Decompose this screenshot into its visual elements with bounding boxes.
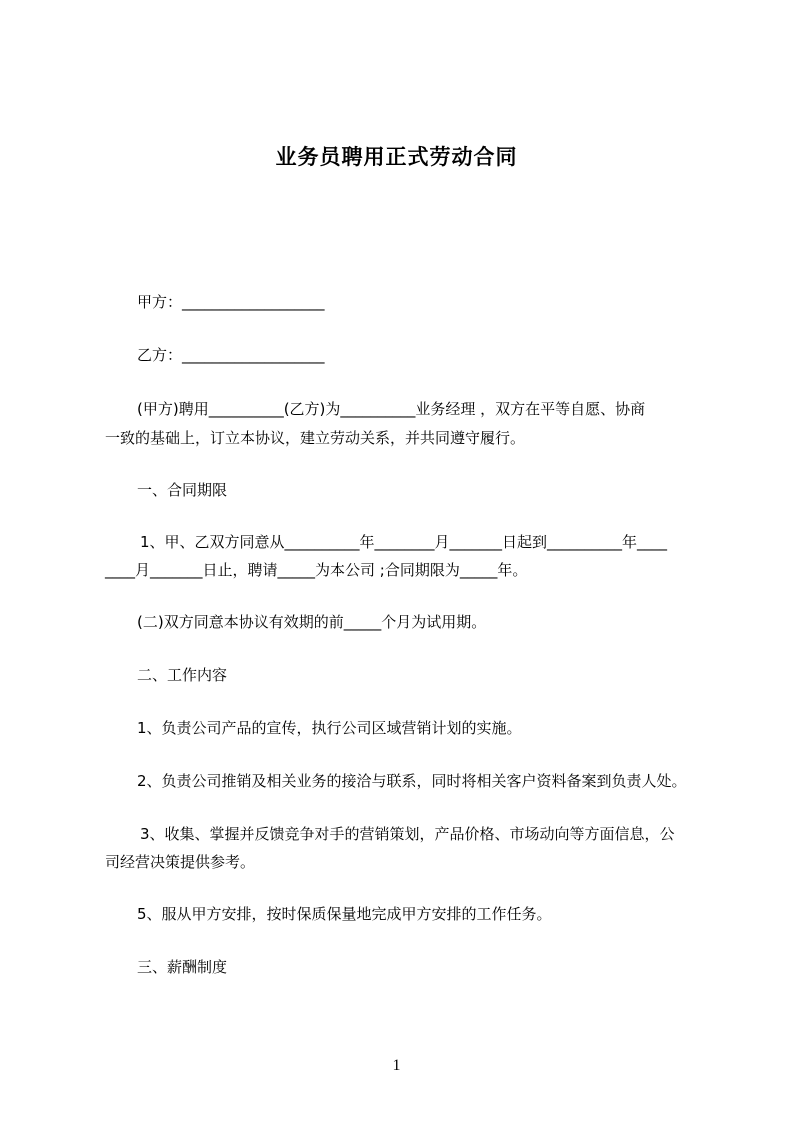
contract-term-line-1: 1、甲、乙双方同意从__________年________月_______日起到__________年____ bbox=[140, 533, 668, 551]
intro-paragraph-line-1: (甲方)聘用__________(乙方)为__________业务经理 ，双方在平等自愿、协商 bbox=[137, 400, 646, 418]
section-heading-contract-term: 一、合同期限 bbox=[137, 481, 228, 499]
duty-item-3-line-1: 3、收集、掌握并反馈竞争对手的营销策划，产品价格、市场动向等方面信息，公 bbox=[140, 825, 675, 843]
party-b-line: 乙方：___________________ bbox=[137, 346, 325, 364]
duty-item-2: 2、负责公司推销及相关业务的接洽与联系，同时将相关客户资料备案到负责人处。 bbox=[137, 772, 687, 790]
contract-term-line-2: ____月_______日止，聘请_____为本公司 ;合同期限为_____年。 bbox=[105, 561, 528, 579]
duty-item-5: 5、服从甲方安排，按时保质保量地完成甲方安排的工作任务。 bbox=[137, 905, 552, 923]
duty-item-3-line-2: 司经营决策提供参考。 bbox=[105, 853, 256, 871]
document-title: 业务员聘用正式劳动合同 bbox=[275, 145, 518, 169]
section-heading-work-content: 二、工作内容 bbox=[137, 666, 228, 684]
probation-clause: (二)双方同意本协议有效期的前_____个月为试用期。 bbox=[137, 613, 487, 631]
intro-paragraph-line-2: 一致的基础上，订立本协议，建立劳动关系，并共同遵守履行。 bbox=[105, 429, 526, 447]
section-heading-compensation: 三、薪酬制度 bbox=[137, 958, 228, 976]
duty-item-1: 1、负责公司产品的宣传，执行公司区域营销计划的实施。 bbox=[137, 719, 522, 737]
page-number: 1 bbox=[392, 1057, 401, 1074]
party-a-line: 甲方：___________________ bbox=[137, 293, 325, 311]
